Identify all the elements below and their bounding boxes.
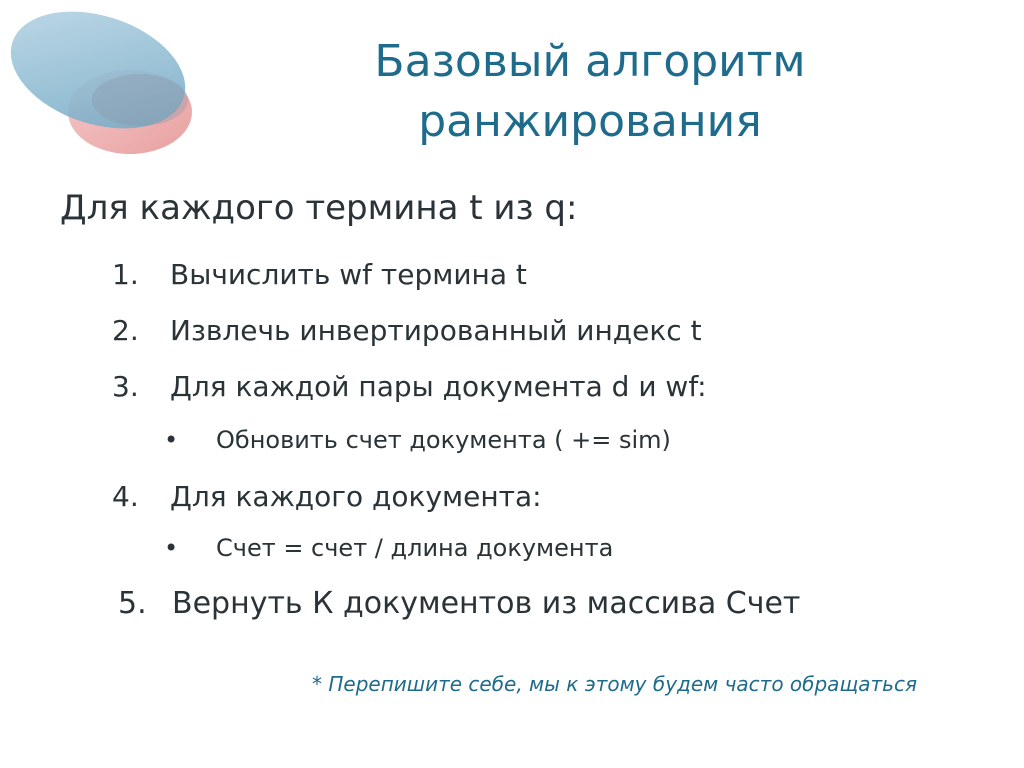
- overlap-shade: [92, 74, 188, 126]
- step-text: Для каждого документа:: [170, 480, 542, 513]
- slide-title-line-1: Базовый алгоритм: [374, 36, 806, 87]
- slide-title-line-2: ранжирования: [418, 96, 762, 147]
- sub-item-text: Счет = счет / длина документа: [216, 534, 614, 562]
- step-number: 5.: [118, 586, 147, 621]
- lead-text: Для каждого термина t из q:: [60, 188, 578, 228]
- step-text: Вычислить wf термина t: [170, 258, 527, 291]
- step-number: 2.: [112, 314, 139, 347]
- sub-item-text: Обновить счет документа ( += sim): [216, 426, 671, 454]
- bullet-icon: •: [164, 534, 179, 562]
- slide-title: [340, 32, 840, 152]
- step-number: 4.: [112, 480, 139, 513]
- step-number: 3.: [112, 370, 139, 403]
- step-number: 1.: [112, 258, 139, 291]
- step-text: Извлечь инвертированный индекс t: [170, 314, 702, 347]
- step-text: Вернуть К документов из массива Счет: [172, 586, 801, 621]
- footnote: * Перепишите себе, мы к этому будем часто обращаться: [312, 672, 917, 696]
- decorative-ellipses-logo: [0, 0, 200, 170]
- bullet-icon: •: [164, 426, 179, 454]
- step-text: Для каждой пары документа d и wf:: [170, 370, 707, 403]
